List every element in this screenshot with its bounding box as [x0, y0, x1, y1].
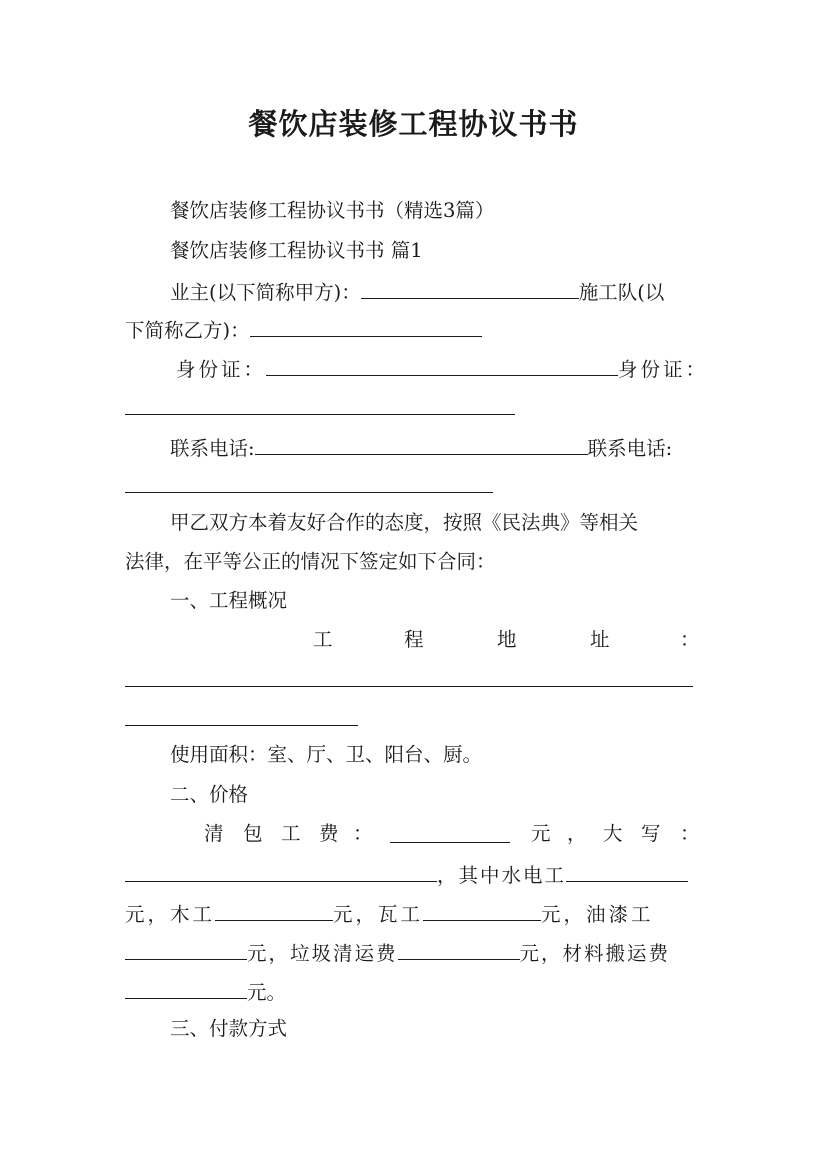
address-char-1: 工 — [313, 628, 333, 651]
section-2-heading: 二、价格 — [170, 783, 249, 806]
labor-fee-blank — [390, 824, 510, 843]
address-blank-1 — [125, 668, 693, 687]
price-char-1: 清 — [204, 822, 224, 845]
owner-label: 业主(以下简称甲方)： — [170, 281, 361, 304]
garbage-blank — [398, 941, 520, 960]
team-label-cont: 下简称乙方)： — [125, 319, 250, 342]
moving-label: 元，材料搬运费 — [519, 942, 671, 965]
owner-blank — [361, 280, 579, 299]
phone-label-1: 联系电话: — [170, 437, 255, 460]
garbage-label: 元，垃圾清运费 — [247, 942, 398, 965]
price-char-3: 工 — [281, 822, 301, 845]
team-line — [125, 318, 482, 341]
owner-line — [170, 280, 664, 303]
id-blank-2 — [125, 396, 515, 415]
daxie-char-1: 大 — [603, 822, 623, 845]
document-title: 餐饮店装修工程协议书书 — [248, 107, 579, 141]
moving-blank — [125, 980, 247, 999]
id-label-1: 身份证： — [176, 358, 267, 381]
price-line-5 — [125, 980, 286, 1003]
daxie-char-2: 写 — [641, 822, 661, 845]
price-line-3 — [125, 902, 654, 925]
daxie-blank — [125, 863, 437, 882]
phone-line — [170, 436, 672, 459]
address-char-5: ： — [680, 628, 700, 651]
tiler-blank — [423, 902, 541, 921]
price-line-2-tail: ，其中水电工 — [437, 864, 567, 887]
area-line: 使用面积：室、厅、卫、阳台、厨。 — [170, 743, 483, 766]
carpenter-label: 元，木工 — [125, 903, 216, 926]
plumbing-blank — [566, 863, 688, 882]
price-comma: ， — [567, 822, 587, 845]
intro-line-2: 法律，在平等公正的情况下签定如下合同： — [125, 550, 496, 573]
chapter-heading: 餐饮店装修工程协议书书 篇1 — [170, 239, 423, 262]
phone-label-2: 联系电话: — [587, 437, 673, 460]
address-char-2: 程 — [404, 628, 424, 651]
tiler-label: 元，瓦工 — [333, 903, 424, 926]
carpenter-blank — [215, 902, 333, 921]
section-1-heading: 一、工程概况 — [170, 589, 288, 612]
painter-blank — [125, 941, 247, 960]
price-char-5: ： — [353, 822, 373, 845]
price-line-2 — [125, 863, 688, 886]
address-char-3: 地 — [497, 628, 517, 651]
team-blank — [250, 318, 482, 337]
price-line-5-tail: 元。 — [247, 981, 287, 1004]
id-line — [176, 357, 708, 380]
phone-blank-2 — [125, 474, 493, 493]
price-char-2: 包 — [243, 822, 263, 845]
team-label: 施工队(以 — [578, 281, 665, 304]
address-char-4: 址 — [590, 628, 610, 651]
phone-blank-1 — [255, 436, 588, 455]
painter-label: 元，油漆工 — [541, 903, 654, 926]
subtitle: 餐饮店装修工程协议书书（精选3篇） — [170, 199, 495, 222]
intro-line-1: 甲乙双方本着友好合作的态度，按照《民法典》等相关 — [170, 511, 639, 534]
id-blank-1 — [266, 357, 618, 376]
price-yuan: 元 — [531, 822, 551, 845]
address-blank-2 — [125, 707, 358, 726]
daxie-char-3: ： — [680, 822, 700, 845]
price-char-4: 费 — [319, 822, 339, 845]
section-3-heading: 三、付款方式 — [170, 1017, 288, 1040]
id-label-2: 身份证： — [618, 358, 709, 381]
price-line-4 — [125, 941, 670, 964]
